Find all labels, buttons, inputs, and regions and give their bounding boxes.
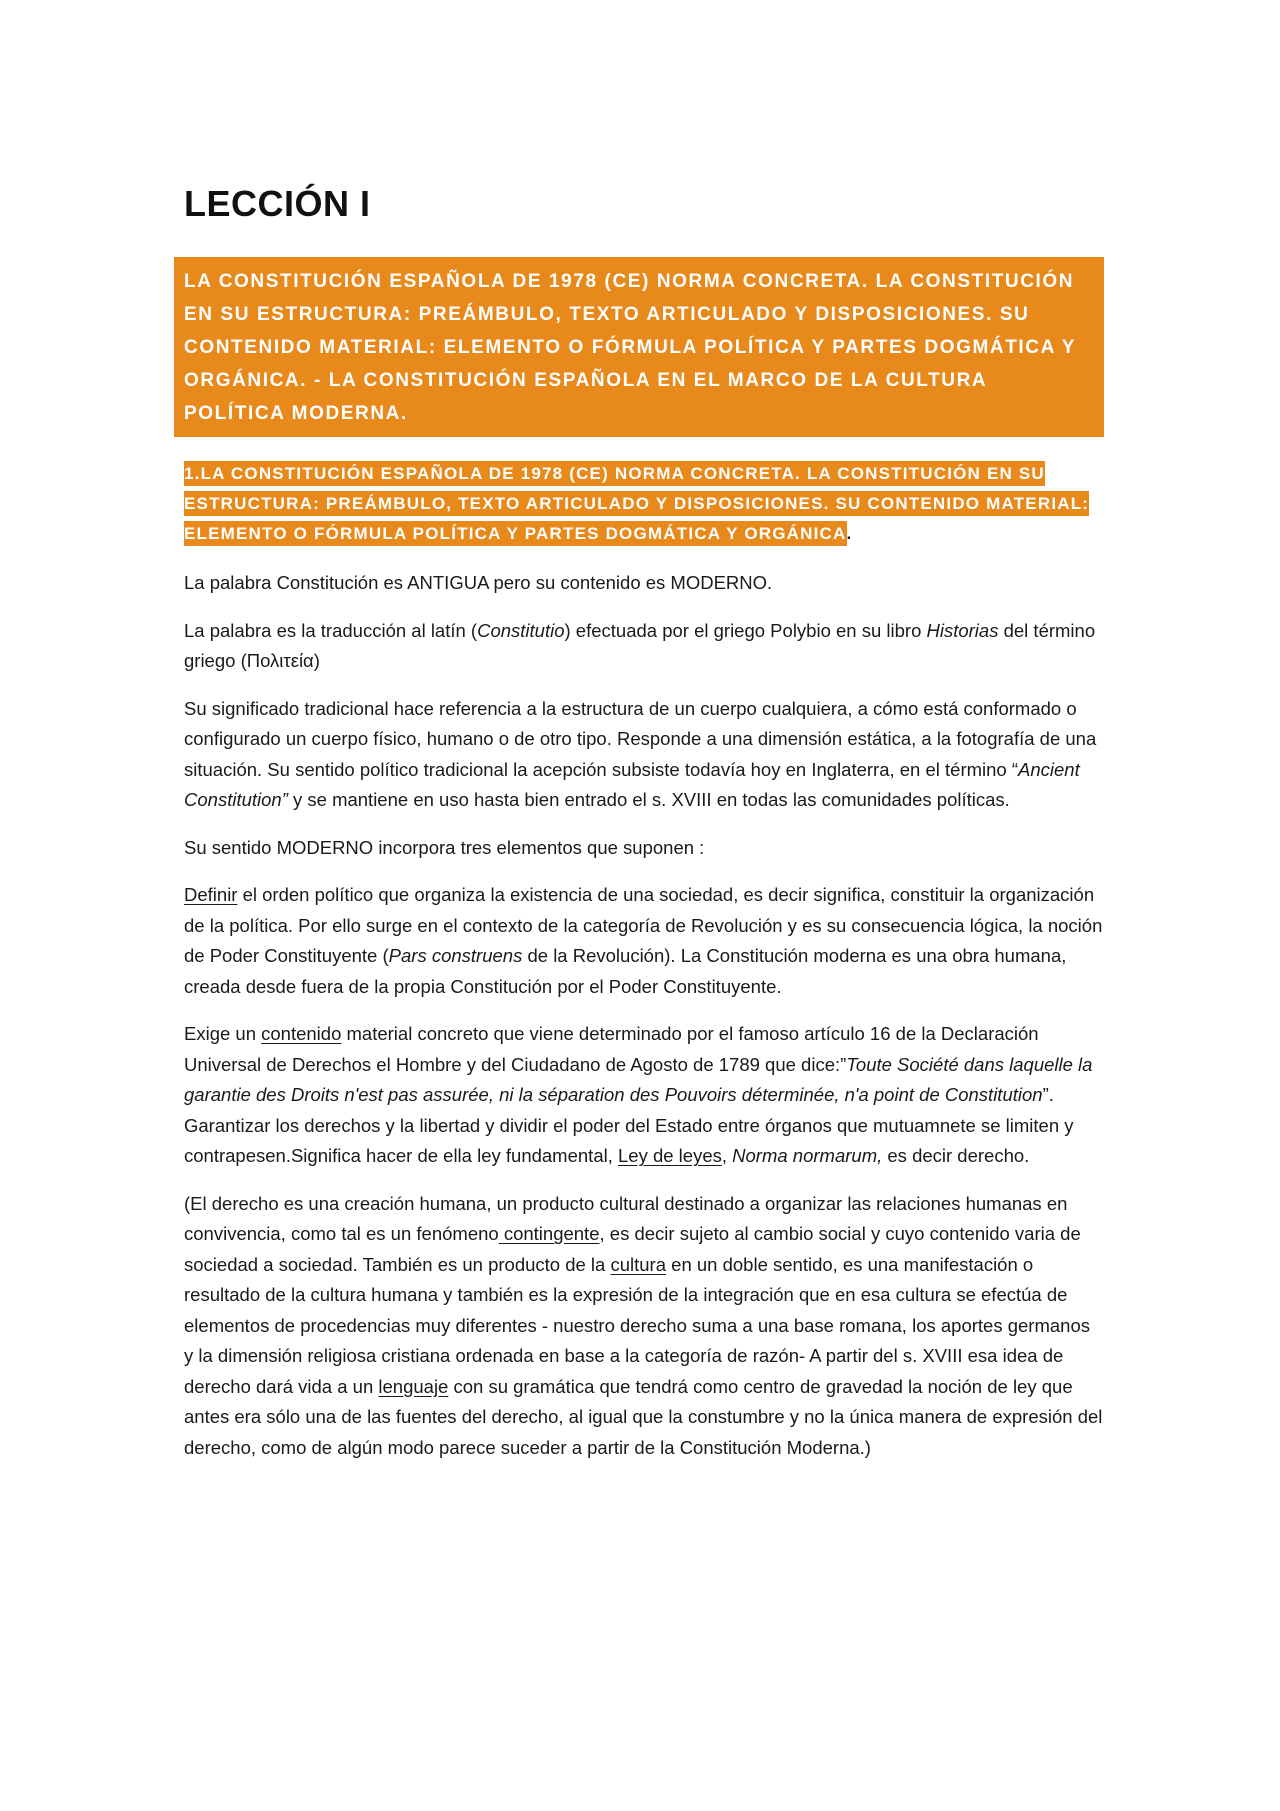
- paragraph-5: [184, 880, 1104, 1002]
- lesson-summary-banner: [174, 257, 1104, 437]
- text-run: Exige un: [184, 1023, 262, 1044]
- text-run: y se mantiene en uso hasta bien entrado el s. XVIII en todas las comunidades políticas.: [287, 789, 1010, 810]
- underlined-term: Ley de leyes: [618, 1145, 722, 1166]
- text-run: La palabra es la traducción al latín (: [184, 619, 478, 641]
- body-text: [184, 568, 1104, 1480]
- text-run: ,: [721, 1145, 733, 1166]
- italic-term: Historias: [926, 619, 999, 641]
- lesson-title: LECCIÓN I: [184, 183, 371, 224]
- paragraph-3: [184, 694, 1104, 816]
- section-heading-highlight: 1.LA CONSTITUCIÓN ESPAÑOLA DE 1978 (CE) NORMA CONCRETA. LA CONSTITUCIÓN EN SU ESTRUCTURA: PREÁMBULO, TEXTO ARTICULADO Y DISPOSICIONES. SU CONTENIDO MATERIAL: ELEMENTO O FÓRMULA POLÍTICA Y PARTES DOGMÁTICA Y ORGÁNICA: [184, 461, 1089, 546]
- text-run: , es decir sujeto al cambio social y cuyo contenido varia de sociedad a sociedad. También es un producto de la: [184, 1223, 1081, 1275]
- underlined-term: contenido: [261, 1023, 342, 1044]
- section-heading: [184, 459, 1104, 549]
- text-run: es decir derecho.: [882, 1145, 1030, 1166]
- underlined-term: Definir: [184, 884, 238, 905]
- underlined-term: cultura: [610, 1253, 667, 1275]
- text-run: de la Revolución). La Constitución moderna es una obra humana, creada desde fuera de la propia Constitución por el Poder Constituyente.: [184, 945, 1067, 997]
- paragraph-4: Su sentido MODERNO incorpora tres elementos que suponen :: [184, 836, 705, 858]
- text-run: del término griego (Πολιτεία): [184, 619, 1096, 671]
- underlined-term: contingente: [498, 1223, 600, 1244]
- banner-text: LA CONSTITUCIÓN ESPAÑOLA DE 1978 (CE) NORMA CONCRETA. LA CONSTITUCIÓN EN SU ESTRUCTURA: PREÁMBULO, TEXTO ARTICULADO Y DISPOSICIONES. SU CONTENIDO MATERIAL: ELEMENTO O FÓRMULA POLÍTICA Y PARTES DOGMÁTICA Y ORGÁNICA. - LA CONSTITUCIÓN ESPAÑOLA EN EL MARCO DE LA CULTURA POLÍTICA MODERNA.: [184, 271, 1076, 424]
- italic-term: Ancient Constitution”: [184, 758, 1080, 810]
- section-heading-period: .: [846, 524, 853, 543]
- italic-term: Constitutio: [477, 619, 565, 641]
- text-run: (El derecho es una creación humana, un producto cultural destinado a organizar las relaciones humanas en convivencia, como tal es un fenómeno: [184, 1192, 1068, 1244]
- text-run: con su gramática que tendrá como centro de gravedad la noción de ley que antes era sólo una de las fuentes del derecho, al igual que la constumbre y no la única manera de expresión del derecho, como de algún modo parece suceder a partir de la Constitución Moderna.): [184, 1375, 1103, 1458]
- paragraph-6: [184, 1019, 1104, 1172]
- italic-term: Norma normarum,: [732, 1145, 883, 1166]
- text-run: el orden político que organiza la existencia de una sociedad, es decir significa, constituir la organización de la política. Por ello surge en el contexto de la categoría de Revolución y es su consecuencia lógica, la noción de Poder Constituyente (: [184, 884, 1103, 966]
- paragraph-2: [184, 616, 1104, 677]
- text-run: material concreto que viene determinado por el famoso artículo 16 de la Declaración Universal de Derechos el Hombre y del Ciudadano de Agosto de 1789 que dice:”: [184, 1023, 1039, 1075]
- underlined-term: lenguaje: [378, 1375, 449, 1397]
- text-run: Su significado tradicional hace referencia a la estructura de un cuerpo cualquiera, a cómo está conformado o configurado un cuerpo físico, humano o de otro tipo. Responde a una dimensión estática, a la fotografía de una situación. Su sentido político tradicional la acepción subsiste todavía hoy en Inglaterra, en el término “: [184, 697, 1097, 780]
- paragraph-1: La palabra Constitución es ANTIGUA pero su contenido es MODERNO.: [184, 572, 773, 593]
- italic-term: Pars construens: [388, 945, 523, 966]
- text-run: en un doble sentido, es una manifestación o resultado de la cultura humana y también es la expresión de la integración que en esa cultura se efectúa de elementos de procedencias muy diferentes - nuestro derecho suma a una base romana, los aportes germanos y la dimensión religiosa cristiana ordenada en base a la categoría de razón- A partir del s. XVIII esa idea de derecho dará vida a un: [184, 1253, 1090, 1397]
- italic-quote: Toute Société dans laquelle la garantie des Droits n'est pas assurée, ni la séparation des Pouvoirs déterminée, n'a point de Constitution: [184, 1053, 1093, 1105]
- text-run: ) efectuada por el griego Polybio en su libro: [564, 619, 927, 641]
- text-run: ”. Garantizar los derechos y la libertad y dividir el poder del Estado entre órganos que mutuamnete se limiten y contrapesen.Significa hacer de ella ley fundamental,: [184, 1084, 1074, 1166]
- paragraph-7: [184, 1189, 1104, 1464]
